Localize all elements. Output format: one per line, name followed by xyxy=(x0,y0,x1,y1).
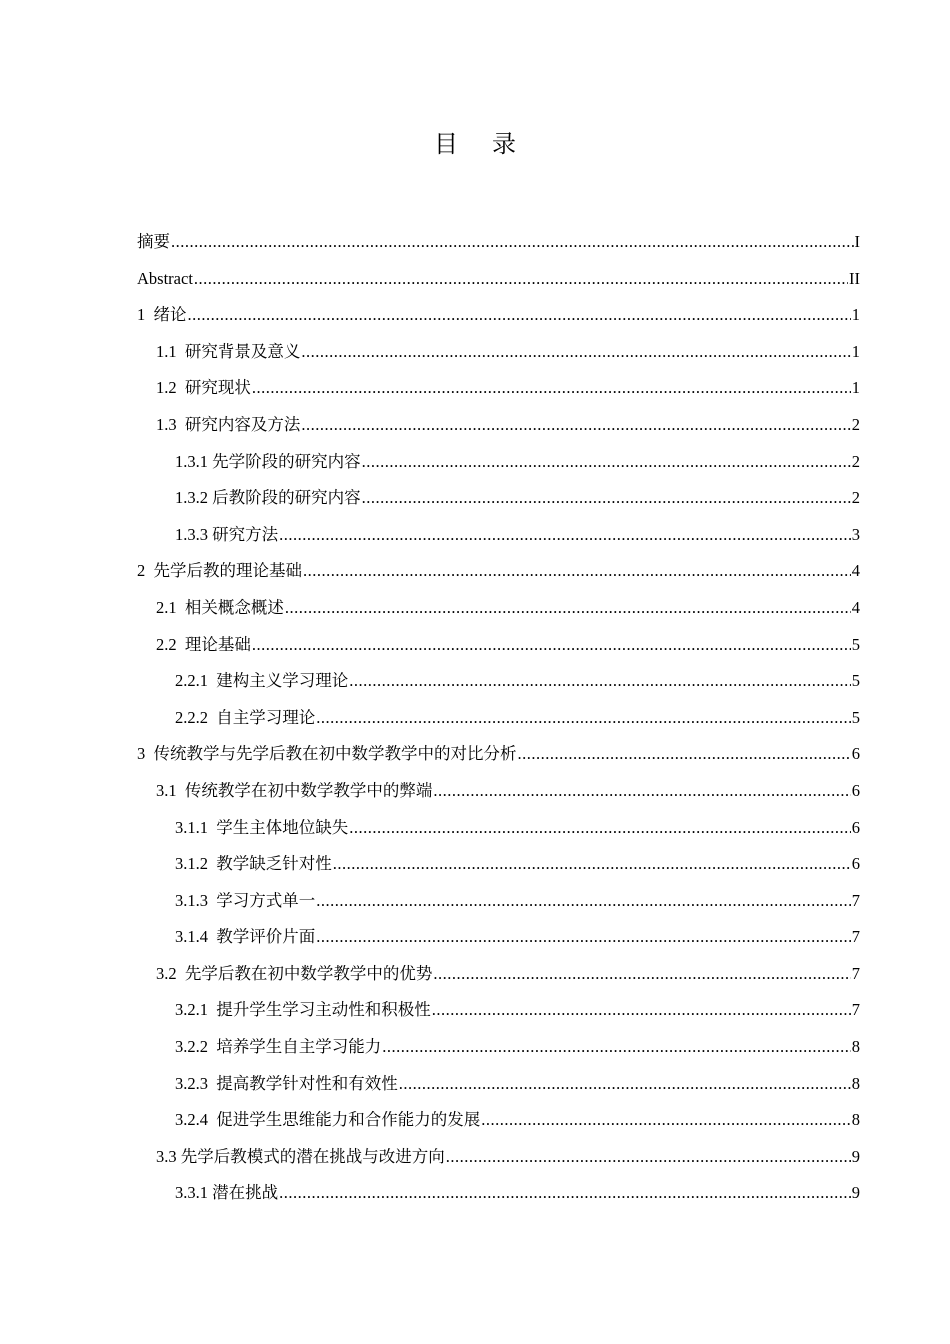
dot-leader xyxy=(188,303,851,327)
dot-leader xyxy=(518,742,851,766)
toc-entry[interactable] xyxy=(137,267,860,304)
dot-leader xyxy=(399,1072,851,1096)
dot-leader xyxy=(279,523,851,547)
toc-entry-page-number: 7 xyxy=(851,1000,860,1020)
toc-entry-page-number: 8 xyxy=(851,1073,860,1093)
toc-entry-title: 3.3.1 潜在挑战 xyxy=(175,1183,279,1203)
toc-entry[interactable] xyxy=(137,413,860,450)
toc-entry[interactable] xyxy=(137,779,860,816)
toc-entry-page-number: I xyxy=(854,232,860,251)
toc-entry-title: 2.2 理论基础 xyxy=(156,634,251,654)
dot-leader xyxy=(285,596,851,620)
toc-entry[interactable] xyxy=(137,303,860,340)
toc-entry-page-number: 5 xyxy=(851,671,860,691)
toc-entry-page-number: II xyxy=(849,268,860,288)
toc-entry[interactable] xyxy=(137,633,860,670)
toc-entry-title: 3.1.3 学习方式单一 xyxy=(175,890,316,910)
toc-entry-page-number: 7 xyxy=(851,963,860,983)
dot-leader xyxy=(316,889,851,913)
toc-entry-page-number: 6 xyxy=(851,817,860,837)
toc-entry-page-number: 3 xyxy=(851,524,860,544)
dot-leader xyxy=(382,1035,851,1059)
toc-entry[interactable] xyxy=(137,706,860,743)
toc-entry-page-number: 5 xyxy=(851,707,860,727)
dot-leader xyxy=(194,267,848,291)
toc-entry-title: 3.2 先学后教在初中数学教学中的优势 xyxy=(156,963,433,983)
dot-leader xyxy=(433,962,850,986)
toc-entry[interactable] xyxy=(137,852,860,889)
toc-entry-title: 摘要 xyxy=(137,232,170,251)
toc-entry[interactable] xyxy=(137,1072,860,1109)
toc-entry[interactable] xyxy=(137,998,860,1035)
toc-entry[interactable] xyxy=(137,816,860,853)
toc-entry[interactable] xyxy=(137,450,860,487)
toc-entry-title: 3.2.4 促进学生思维能力和合作能力的发展 xyxy=(175,1110,481,1130)
toc-entry-title: 1.3.3 研究方法 xyxy=(175,524,279,544)
toc-entry-page-number: 1 xyxy=(851,378,860,398)
toc-entry-title: 3.1.2 教学缺乏针对性 xyxy=(175,854,332,874)
dot-leader xyxy=(252,376,851,400)
toc-entry[interactable] xyxy=(137,340,860,377)
toc-entry-title: 3.3 先学后教模式的潜在挑战与改进方向 xyxy=(156,1146,445,1166)
toc-entry[interactable] xyxy=(137,962,860,999)
toc-entry-page-number: 6 xyxy=(851,780,860,800)
toc-entry-page-number: 1 xyxy=(851,341,860,361)
toc-entry-title: 1 绪论 xyxy=(137,305,187,325)
toc-entry-page-number: 6 xyxy=(851,854,860,874)
toc-entry-title: 1.3.2 后教阶段的研究内容 xyxy=(175,488,361,508)
dot-leader xyxy=(303,559,851,583)
toc-entry-page-number: 7 xyxy=(851,890,860,910)
toc-entry-title: 3.1 传统教学在初中数学教学中的弊端 xyxy=(156,780,433,800)
toc-entry[interactable] xyxy=(137,230,860,267)
toc-entry-page-number: 4 xyxy=(851,597,860,617)
toc-entry-page-number: 5 xyxy=(851,634,860,654)
dot-leader xyxy=(171,230,854,254)
toc-entry-page-number: 8 xyxy=(851,1110,860,1130)
toc-entry[interactable] xyxy=(137,669,860,706)
page-title: 目 录 xyxy=(434,132,530,158)
toc-entry-page-number: 2 xyxy=(851,414,860,434)
toc-entry-page-number: 7 xyxy=(851,927,860,947)
toc-entry-title: 3.2.1 提升学生学习主动性和积极性 xyxy=(175,1000,431,1020)
toc-entry-title: 2.1 相关概念概述 xyxy=(156,597,284,617)
dot-leader xyxy=(252,633,851,657)
toc-entry[interactable] xyxy=(137,486,860,523)
toc-entry[interactable] xyxy=(137,889,860,926)
toc-entry[interactable] xyxy=(137,596,860,633)
toc-entry-page-number: 1 xyxy=(851,305,860,325)
dot-leader xyxy=(279,1181,851,1205)
toc-entry-page-number: 8 xyxy=(851,1037,860,1057)
toc-entry-title: 2.2.1 建构主义学习理论 xyxy=(175,671,349,691)
dot-leader xyxy=(433,779,850,803)
dot-leader xyxy=(349,669,851,693)
dot-leader xyxy=(349,816,851,840)
toc-entry-title: 2.2.2 自主学习理论 xyxy=(175,707,316,727)
dot-leader xyxy=(316,925,851,949)
toc-entry[interactable] xyxy=(137,523,860,560)
table-of-contents xyxy=(137,230,860,1218)
toc-entry-title: 3.1.1 学生主体地位缺失 xyxy=(175,817,349,837)
toc-entry-title: 2 先学后教的理论基础 xyxy=(137,561,302,581)
toc-entry-page-number: 2 xyxy=(851,488,860,508)
dot-leader xyxy=(301,413,850,437)
toc-entry-page-number: 9 xyxy=(851,1183,860,1203)
toc-entry-page-number: 4 xyxy=(851,561,860,581)
dot-leader xyxy=(446,1145,851,1169)
toc-entry-page-number: 2 xyxy=(851,451,860,471)
dot-leader xyxy=(481,1108,851,1132)
toc-entry[interactable] xyxy=(137,559,860,596)
toc-entry-title: 3 传统教学与先学后教在初中数学教学中的对比分析 xyxy=(137,744,517,764)
toc-entry-page-number: 9 xyxy=(851,1146,860,1166)
toc-entry-title: 1.2 研究现状 xyxy=(156,378,251,398)
toc-entry-title: 1.1 研究背景及意义 xyxy=(156,341,301,361)
dot-leader xyxy=(362,450,851,474)
toc-entry[interactable] xyxy=(137,925,860,962)
toc-entry-title: 3.2.3 提高教学针对性和有效性 xyxy=(175,1073,398,1093)
dot-leader xyxy=(316,706,851,730)
dot-leader xyxy=(432,998,851,1022)
toc-entry-page-number: 6 xyxy=(851,744,860,764)
toc-entry[interactable] xyxy=(137,1181,860,1218)
toc-entry[interactable] xyxy=(137,1145,860,1182)
toc-entry-title: 3.2.2 培养学生自主学习能力 xyxy=(175,1037,382,1057)
dot-leader xyxy=(362,486,851,510)
toc-entry[interactable] xyxy=(137,1108,860,1145)
toc-entry-title: 1.3 研究内容及方法 xyxy=(156,414,301,434)
dot-leader xyxy=(333,852,851,876)
toc-entry-title: 1.3.1 先学阶段的研究内容 xyxy=(175,451,361,471)
toc-entry[interactable] xyxy=(137,742,860,779)
toc-entry-title: Abstract xyxy=(137,268,193,288)
toc-entry[interactable] xyxy=(137,1035,860,1072)
toc-entry[interactable] xyxy=(137,376,860,413)
toc-entry-title: 3.1.4 教学评价片面 xyxy=(175,927,316,947)
dot-leader xyxy=(301,340,850,364)
